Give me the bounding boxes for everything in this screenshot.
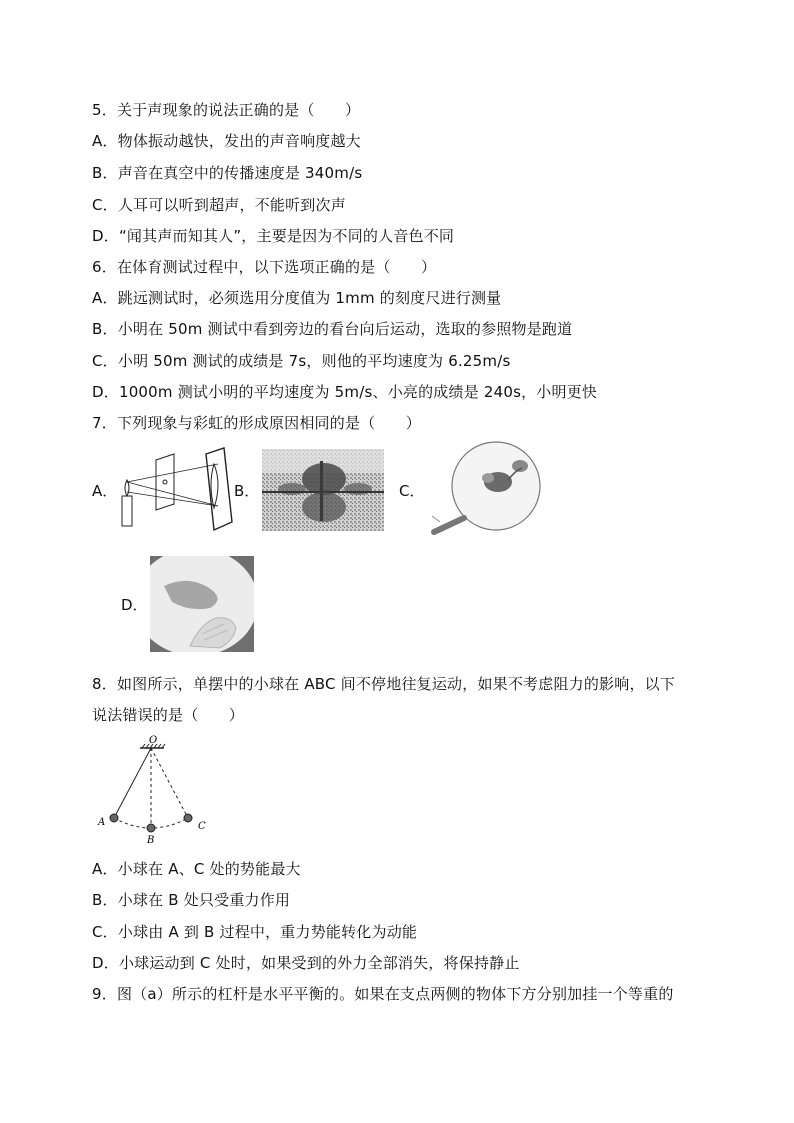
- q6-stem: 6．在体育测试过程中，以下选项正确的是（ ）: [92, 258, 437, 276]
- q7-figure-b-reflection-photo: [262, 449, 384, 531]
- q8-stem-line1: 8．如图所示，单摆中的小球在 ABC 间不停地往复运动，如果不考虑阻力的影响，以下: [92, 675, 676, 693]
- q8-label-c: C: [198, 821, 206, 832]
- q8-option-c: C．小球由 A 到 B 过程中，重力势能转化为动能: [92, 923, 418, 941]
- q5-option-b: B．声音在真空中的传播速度是 340m/s: [92, 164, 363, 182]
- q6-option-c: C．小明 50m 测试的成绩是 7s，则他的平均速度为 6.25m/s: [92, 352, 511, 370]
- q8-label-b: B: [147, 835, 155, 846]
- q7-label-c: C．: [399, 482, 425, 500]
- q8-pendulum-figure: [94, 734, 218, 846]
- q5-option-c: C．人耳可以听到超声，不能听到次声: [92, 196, 346, 214]
- q7-stem: 7．下列现象与彩虹的形成原因相同的是（ ）: [92, 414, 421, 432]
- q9-stem: 9．图（a）所示的杠杆是水平平衡的。如果在支点两侧的物体下方分别加挂一个等重的: [92, 985, 674, 1003]
- q8-option-b: B．小球在 B 处只受重力作用: [92, 891, 291, 909]
- q8-option-a: A．小球在 A、C 处的势能最大: [92, 860, 301, 878]
- q7-label-a: A．: [92, 482, 118, 500]
- q8-option-d: D．小球运动到 C 处时，如果受到的外力全部消失，将保持静止: [92, 954, 520, 972]
- q5-stem: 5．关于声现象的说法正确的是（ ）: [92, 101, 361, 119]
- q5-option-a: A．物体振动越快，发出的声音响度越大: [92, 132, 361, 150]
- q6-option-a: A．跳远测试时，必须选用分度值为 1mm 的刻度尺进行测量: [92, 289, 502, 307]
- q8-label-a: A: [98, 817, 106, 828]
- q8-stem-line2: 说法错误的是（ ）: [92, 706, 245, 724]
- q8-label-o: O: [149, 735, 158, 746]
- q7-label-d: D．: [121, 596, 148, 614]
- q7-label-b: B．: [234, 482, 260, 500]
- q7-figure-d-shadow-photo: [150, 556, 254, 652]
- q7-figure-a-pinhole-camera: [114, 446, 236, 532]
- q5-option-d: D．“闻其声而知其人”，主要是因为不同的人音色不同: [92, 227, 455, 245]
- q6-option-d: D．1000m 测试小明的平均速度为 5m/s、小亮的成绩是 240s，小明更快: [92, 383, 598, 401]
- q7-figure-c-magnifier: [430, 440, 542, 536]
- q6-option-b: B．小明在 50m 测试中看到旁边的看台向后运动，选取的参照物是跑道: [92, 320, 573, 338]
